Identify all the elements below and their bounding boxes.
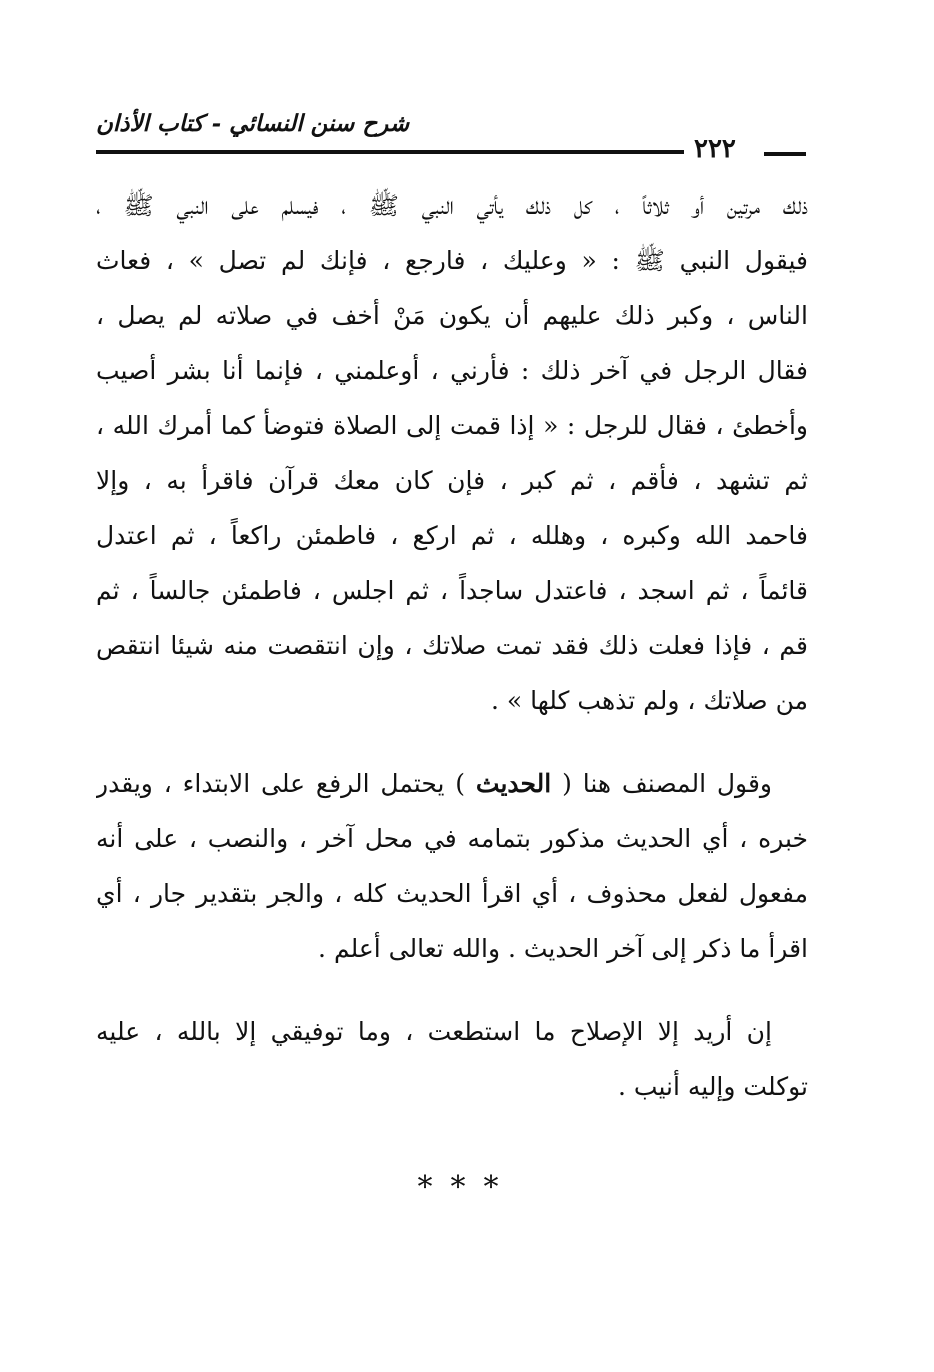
running-title: شرح سنن النسائي - كتاب الأذان bbox=[96, 110, 410, 137]
text-line: ذلك مرتين أو ثلاثاً ، كل ذلك يأتي النبي ﷺ ، فيسلم على النبي ﷺ ، bbox=[96, 191, 808, 220]
paragraph-gap bbox=[96, 976, 808, 1004]
text-line: الناس ، وكبر ذلك عليهم أن يكون مَنْ أخف في صلاته لم يصل ، bbox=[96, 301, 808, 330]
text-line: فقال الرجل في آخر ذلك : فأرني ، أوعلمني ، فإنما أنا بشر أصيب bbox=[96, 356, 808, 385]
text-line: قائماً ، ثم اسجد ، فاعتدل ساجداً ، ثم اجلس ، فاطمئن جالساً ، ثم bbox=[96, 576, 808, 605]
text-line bbox=[96, 756, 808, 811]
paragraph-hadith bbox=[96, 178, 808, 728]
section-end-ornament: *** bbox=[417, 1170, 517, 1205]
page-header bbox=[96, 108, 808, 164]
text-line: خبره ، أي الحديث مذكور بتمامه في محل آخر ، والنصب ، على أنه bbox=[96, 824, 808, 853]
paragraph-commentary bbox=[96, 756, 808, 976]
body-text bbox=[96, 178, 808, 1114]
text-fragment: وقول المصنف هنا ( bbox=[562, 769, 772, 798]
text-line: وأخطئ ، فقال للرجل : « إذا قمت إلى الصلاة فتوضأ كما أمرك الله ، bbox=[96, 411, 808, 440]
text-line: قم ، فإذا فعلت ذلك فقد تمت صلاتك ، وإن انتقصت منه شيئا انتقص bbox=[96, 631, 808, 660]
text-line: ثم تشهد ، فأقم ، ثم كبر ، فإن كان معك قرآن فاقرأ به ، وإلا bbox=[96, 466, 808, 495]
text-line: مفعول لفعل محذوف ، أي اقرأ الحديث كله ، والجر بتقدير جار ، أي bbox=[96, 879, 808, 908]
text-line: من صلاتك ، ولم تذهب كلها » . bbox=[491, 686, 808, 715]
text-line: فاحمد الله وكبره ، وهلله ، ثم اركع ، فاطمئن راكعاً ، ثم اعتدل bbox=[96, 521, 808, 550]
page-number-dash bbox=[764, 152, 806, 156]
paragraph-gap bbox=[96, 728, 808, 756]
page-number: ٢٢٢ bbox=[694, 134, 736, 164]
text-fragment: ) يحتمل الرفع على الابتداء ، ويقدر bbox=[96, 769, 466, 798]
text-line: فيقول النبي ﷺ : « وعليك ، فارجع ، فإنك لم تصل » ، فعاث bbox=[96, 246, 808, 275]
emphasized-term: الحديث bbox=[475, 769, 552, 798]
text-line: توكلت وإليه أنيب . bbox=[618, 1072, 808, 1101]
text-line: اقرأ ما ذكر إلى آخر الحديث . والله تعالى أعلم . bbox=[318, 934, 808, 963]
text-line: إن أريد إلا الإصلاح ما استطعت ، وما توفيقي إلا بالله ، عليه bbox=[96, 1017, 772, 1046]
paragraph-closing bbox=[96, 1004, 808, 1114]
header-rule bbox=[96, 150, 684, 154]
